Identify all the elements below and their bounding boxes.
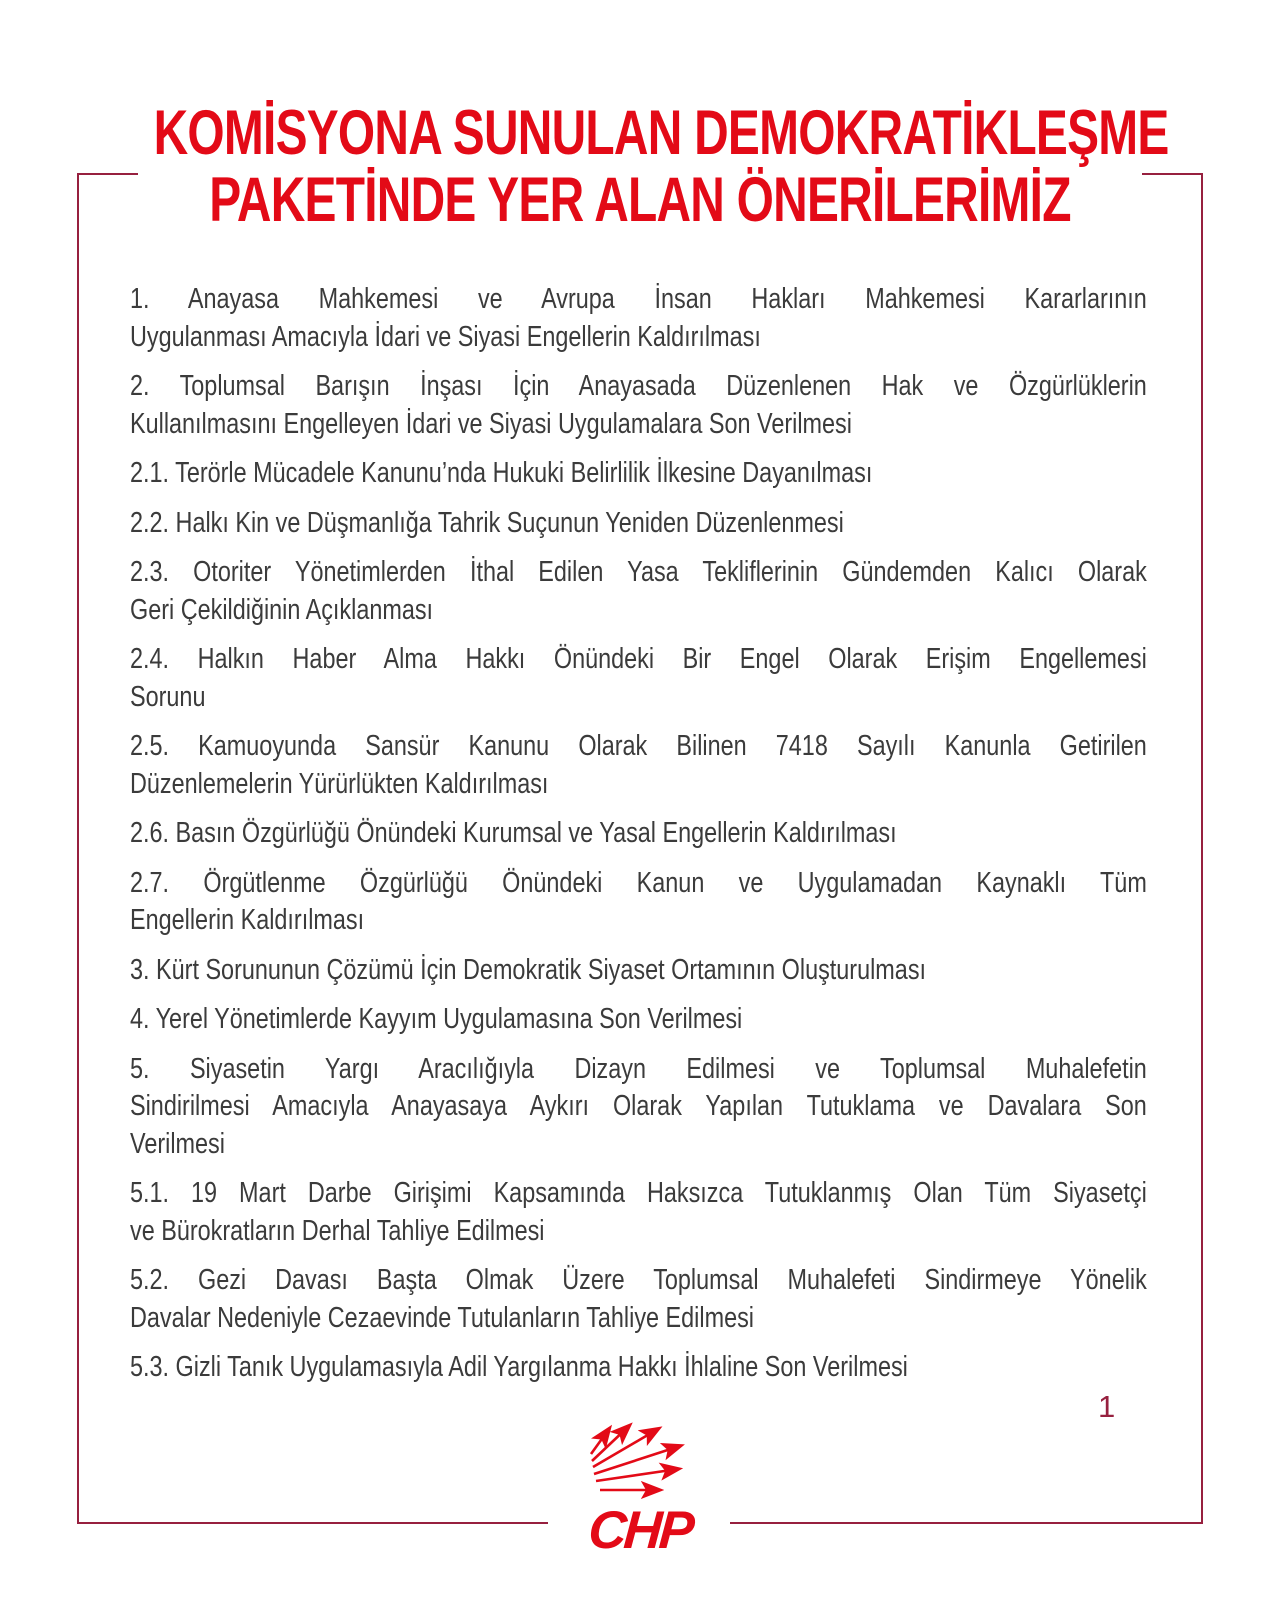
- chp-wordmark: CHP: [586, 1501, 694, 1560]
- proposal-item-line: 2. Toplumsal Barışın İnşası İçin Anayasada Düzenlenen Hak ve Özgürlüklerin: [130, 370, 1147, 402]
- proposal-item-line: 3. Kürt Sorununun Çözümü İçin Demokratik Siyaset Ortamının Oluşturulması: [130, 953, 927, 986]
- proposal-item: [130, 1262, 1147, 1337]
- proposal-item-line: 4. Yerel Yönetimlerde Kayyım Uygulamasına Son Verilmesi: [130, 1003, 743, 1035]
- proposal-item: [130, 1051, 1147, 1164]
- proposal-item-line: 2.5. Kamuoyunda Sansür Kanunu Olarak Bilinen 7418 Sayılı Kanunla Getirilen: [130, 730, 1147, 762]
- frame-border-bottom-right: [730, 1522, 1203, 1524]
- page-title-line: PAKETİNDE YER ALAN ÖNERİLERİMİZ: [209, 165, 1071, 235]
- frame-border-bottom-left: [77, 1522, 548, 1524]
- proposal-list: [130, 281, 1147, 1387]
- proposal-item: [130, 865, 1147, 940]
- frame-border-right: [1201, 173, 1203, 1524]
- proposal-item-line: 2.7. Örgütlenme Özgürlüğü Önündeki Kanun ve Uygulamadan Kaynaklı Tüm: [130, 866, 1147, 899]
- proposal-item-line: Sindirilmesi Amacıyla Anayasaya Aykırı Olarak Yapılan Tutuklama ve Davalara Son: [130, 1090, 1147, 1122]
- proposal-item-line: Davalar Nedeniyle Cezaevinde Tutulanların Tahliye Edilmesi: [130, 1301, 754, 1334]
- proposal-item-line: Kullanılmasını Engelleyen İdari ve Siyasi Uygulamalara Son Verilmesi: [130, 407, 852, 440]
- proposal-item-line: Sorunu: [130, 680, 206, 713]
- page-title-line: KOMİSYONA SUNULAN DEMOKRATİKLEŞME: [153, 98, 1169, 168]
- frame-border-top-right: [1142, 173, 1203, 175]
- proposal-item-line: 2.3. Otoriter Yönetimlerden İthal Edilen Yasa Tekliflerinin Gündemden Kalıcı Olarak: [130, 556, 1147, 588]
- proposal-item-line: ve Bürokratların Derhal Tahliye Edilmesi: [130, 1214, 545, 1247]
- proposal-item-line: Engellerin Kaldırılması: [130, 904, 365, 936]
- frame-border-left: [77, 173, 79, 1524]
- proposal-item-line: Düzenlemelerin Yürürlükten Kaldırılması: [130, 767, 549, 800]
- proposal-item-line: 2.2. Halkı Kin ve Düşmanlığa Tahrik Suçunun Yeniden Düzenlenmesi: [130, 506, 844, 539]
- chp-six-arrows-icon: [560, 1404, 720, 1500]
- proposal-item-line: Geri Çekildiğinin Açıklanması: [130, 593, 434, 626]
- proposal-item-line: 5.1. 19 Mart Darbe Girişimi Kapsamında Haksızca Tutuklanmış Olan Tüm Siyasetçi: [130, 1177, 1147, 1209]
- proposal-item: [130, 505, 1147, 543]
- proposal-item: [130, 281, 1147, 356]
- frame-border-top-left: [77, 173, 138, 175]
- proposal-item-line: 2.4. Halkın Haber Alma Hakkı Önündeki Bir Engel Olarak Erişim Engellemesi: [130, 643, 1147, 675]
- proposal-item: [130, 1001, 1147, 1039]
- proposal-item-line: 2.1. Terörle Mücadele Kanunu’nda Hukuki Belirlilik İlkesine Dayanılması: [130, 457, 873, 489]
- proposal-item: [130, 1349, 1147, 1387]
- proposal-item: [130, 368, 1147, 443]
- proposal-item-line: 2.6. Basın Özgürlüğü Önündeki Kurumsal ve Yasal Engellerin Kaldırılması: [130, 817, 897, 849]
- proposal-item: [130, 455, 1147, 493]
- proposal-item-line: 5.3. Gizli Tanık Uygulamasıyla Adil Yargılanma Hakkı İhlaline Son Verilmesi: [130, 1351, 908, 1383]
- proposal-item: [130, 728, 1147, 803]
- proposal-item: [130, 554, 1147, 629]
- proposal-item-line: 5.2. Gezi Davası Başta Olmak Üzere Toplumsal Muhalefeti Sindirmeye Yönelik: [130, 1264, 1147, 1296]
- proposal-item: [130, 952, 1147, 990]
- page-title: [153, 98, 1169, 235]
- proposal-item: [130, 1175, 1147, 1250]
- proposal-item-line: 1. Anayasa Mahkemesi ve Avrupa İnsan Hakları Mahkemesi Kararlarının: [130, 283, 1147, 315]
- proposal-item: [130, 641, 1147, 716]
- proposal-item: [130, 815, 1147, 853]
- chp-logo: [558, 1404, 722, 1560]
- proposal-item-line: 5. Siyasetin Yargı Aracılığıyla Dizayn Edilmesi ve Toplumsal Muhalefetin: [130, 1052, 1147, 1085]
- proposal-item-line: Verilmesi: [130, 1127, 225, 1160]
- proposal-item-line: Uygulanması Amacıyla İdari ve Siyasi Engellerin Kaldırılması: [130, 320, 761, 353]
- page-number: 1: [1098, 1389, 1116, 1424]
